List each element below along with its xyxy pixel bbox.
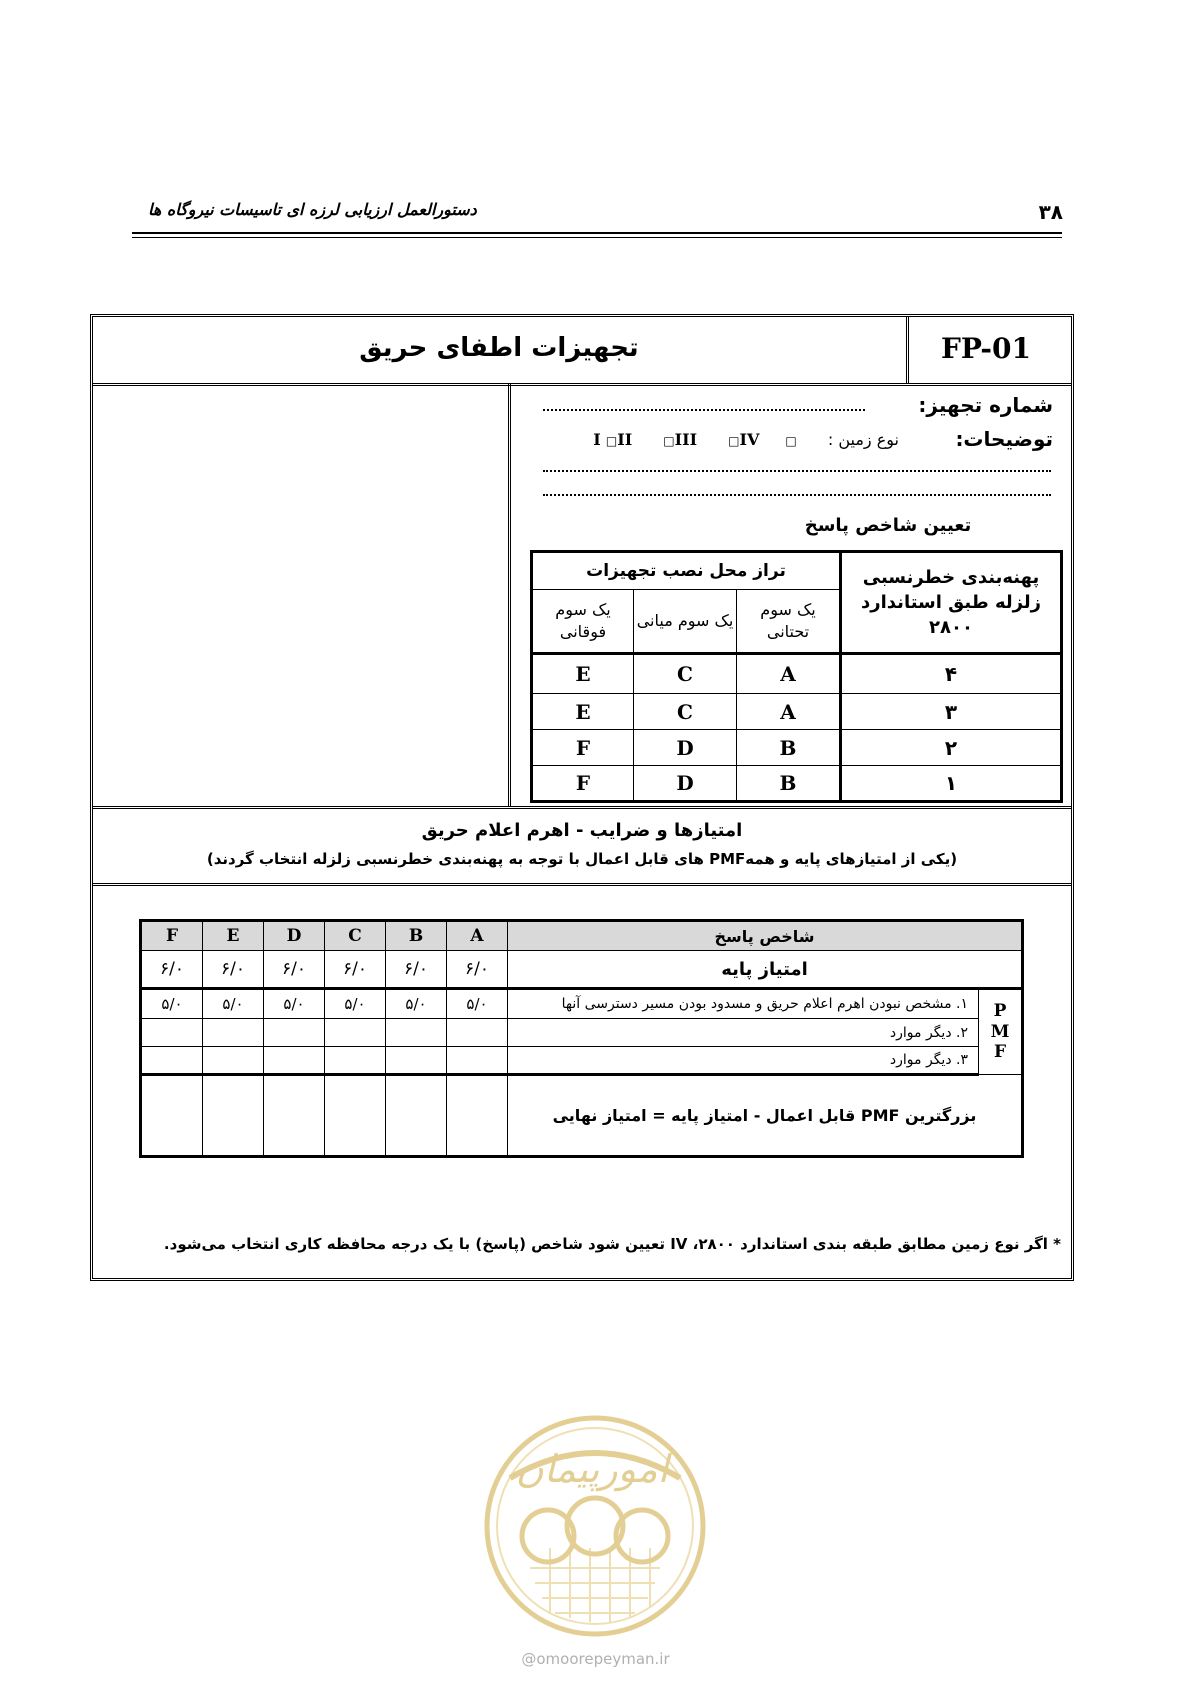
pmf-cell[interactable] xyxy=(386,1019,447,1047)
table-row xyxy=(141,1047,1023,1075)
equipment-number-label: شماره تجهیز: xyxy=(918,393,1053,417)
level-middle-header: یک سوم میانی xyxy=(634,590,737,654)
scores-title: امتیازها و ضرایب - اهرم اعلام حریق xyxy=(421,820,743,841)
soil-option-iii[interactable]: □III xyxy=(663,430,698,449)
pmf-cell: ۵/۰ xyxy=(141,989,203,1019)
response-cell: B xyxy=(737,766,841,802)
score-table xyxy=(139,919,1024,1158)
checkbox-icon[interactable]: □ xyxy=(728,434,740,448)
table-row xyxy=(141,989,1023,1019)
pmf-cell: ۵/۰ xyxy=(447,989,508,1019)
divider xyxy=(93,806,1071,809)
response-index-title: تعیین شاخص پاسخ xyxy=(804,515,972,536)
installation-level-header: تراز محل نصب تجهیزات xyxy=(532,552,841,590)
pmf-cell[interactable] xyxy=(203,1019,264,1047)
pmf-item-text: ۱. مشخص نبودن اهرم اعلام حریق و مسدود بودن مسیر دسترسی آنها xyxy=(508,989,979,1019)
column-header: A xyxy=(447,921,508,951)
description-field[interactable] xyxy=(543,494,1051,496)
pmf-cell: ۵/۰ xyxy=(325,989,386,1019)
checkbox-icon[interactable]: □ xyxy=(663,434,675,448)
header-rule xyxy=(132,232,1062,234)
pmf-cell[interactable] xyxy=(203,1047,264,1075)
header-rule xyxy=(132,237,1062,238)
response-cell: C xyxy=(634,694,737,730)
base-score-cell: ۶/۰ xyxy=(325,951,386,989)
seismic-zone-header: پهنه‌بندی خطرنسبی زلزله طبق استاندارد ۲۸۰۰ xyxy=(841,552,1062,654)
response-cell: F xyxy=(532,766,634,802)
equipment-number-field[interactable] xyxy=(543,409,865,411)
pmf-cell[interactable] xyxy=(325,1019,386,1047)
base-score-cell: ۶/۰ xyxy=(264,951,325,989)
pmf-cell[interactable] xyxy=(325,1047,386,1075)
column-header: B xyxy=(386,921,447,951)
pmf-cell[interactable] xyxy=(141,1019,203,1047)
logo-text: امورپیمان xyxy=(515,1447,669,1491)
checkbox-icon[interactable]: □ xyxy=(605,434,618,448)
table-row xyxy=(141,1019,1023,1047)
equipment-photo-area[interactable] xyxy=(95,387,505,802)
pmf-cell: ۵/۰ xyxy=(264,989,325,1019)
response-cell: C xyxy=(634,654,737,694)
watermark-logo xyxy=(480,1408,710,1648)
final-score-formula: بزرگترین PMF قابل اعمال - امتیاز پایه = امتیاز نهایی xyxy=(508,1075,1023,1157)
divider xyxy=(906,317,909,383)
pmf-cell[interactable] xyxy=(264,1019,325,1047)
final-score-cell[interactable] xyxy=(386,1075,447,1157)
soil-option-iv[interactable]: □IV xyxy=(728,430,760,449)
table-row xyxy=(532,766,1062,802)
final-score-cell[interactable] xyxy=(203,1075,264,1157)
response-cell: A xyxy=(737,694,841,730)
final-score-cell[interactable] xyxy=(141,1075,203,1157)
pmf-cell[interactable] xyxy=(447,1047,508,1075)
running-title: دستورالعمل ارزیابی لرزه ای تاسیسات نیروگاه ها xyxy=(148,200,477,219)
table-row xyxy=(141,951,1023,989)
zone-cell: ۱ xyxy=(841,766,1062,802)
table-row xyxy=(532,654,1062,694)
zone-cell: ۲ xyxy=(841,730,1062,766)
pmf-cell[interactable] xyxy=(447,1019,508,1047)
equipment-form xyxy=(90,314,1074,1281)
footnote: * اگر نوع زمین مطابق طبقه بندی استاندارد ۲۸۰۰، IV تعیین شود شاخص (پاسخ) با یک درجه محافظه کاری انتخاب می‌شود. xyxy=(163,1235,1061,1253)
response-cell: D xyxy=(634,730,737,766)
divider xyxy=(508,384,511,806)
column-header: F xyxy=(141,921,203,951)
pmf-cell[interactable] xyxy=(141,1047,203,1075)
table-row xyxy=(532,730,1062,766)
logo-seal-icon xyxy=(480,1408,710,1648)
watermark-url: @omoorepeyman.ir xyxy=(521,1650,670,1668)
base-score-label: امتیاز پایه xyxy=(508,951,1023,989)
soil-option-ii[interactable]: □II xyxy=(605,430,633,449)
soil-type-label: نوع زمین : xyxy=(827,430,899,449)
divider xyxy=(93,883,1071,886)
checkbox-icon[interactable]: □ xyxy=(785,434,797,448)
base-score-cell: ۶/۰ xyxy=(386,951,447,989)
table-row xyxy=(141,1075,1023,1157)
base-score-cell: ۶/۰ xyxy=(141,951,203,989)
final-score-cell[interactable] xyxy=(325,1075,386,1157)
column-header: D xyxy=(264,921,325,951)
divider xyxy=(93,383,1071,386)
response-cell: A xyxy=(737,654,841,694)
level-lower-header: یک سوم تحتانی xyxy=(737,590,841,654)
scores-note: (یکی از امتیازهای پایه و همهPMF های قابل اعمال با توجه به پهنه‌بندی خطرنسبی زلزله انتخاب گردند) xyxy=(206,850,958,868)
response-cell: F xyxy=(532,730,634,766)
column-header: C xyxy=(325,921,386,951)
pmf-item-text: ۳. دیگر موارد xyxy=(508,1047,979,1075)
pmf-label: P M F xyxy=(979,989,1023,1075)
table-row xyxy=(532,694,1062,730)
pmf-cell[interactable] xyxy=(386,1047,447,1075)
response-index-header: شاخص پاسخ xyxy=(508,921,1023,951)
final-score-cell[interactable] xyxy=(447,1075,508,1157)
response-cell: D xyxy=(634,766,737,802)
table-row xyxy=(141,921,1023,951)
column-header: E xyxy=(203,921,264,951)
pmf-cell[interactable] xyxy=(264,1047,325,1075)
base-score-cell: ۶/۰ xyxy=(447,951,508,989)
response-cell: B xyxy=(737,730,841,766)
zone-cell: ۴ xyxy=(841,654,1062,694)
form-code: FP-01 xyxy=(941,332,1031,365)
soil-option-i[interactable]: □I xyxy=(593,430,797,449)
soil-type-row xyxy=(593,430,899,449)
description-field[interactable] xyxy=(543,470,1051,472)
pmf-item-text: ۲. دیگر موارد xyxy=(508,1019,979,1047)
pmf-cell: ۵/۰ xyxy=(386,989,447,1019)
description-label: توضیحات: xyxy=(955,427,1053,451)
response-cell: E xyxy=(532,654,634,694)
pmf-cell: ۵/۰ xyxy=(203,989,264,1019)
level-upper-header: یک سوم فوقانی xyxy=(532,590,634,654)
zone-cell: ۳ xyxy=(841,694,1062,730)
final-score-cell[interactable] xyxy=(264,1075,325,1157)
response-index-table xyxy=(530,550,1063,803)
form-title: تجهیزات اطفای حریق xyxy=(359,333,639,363)
page-number: ۳۸ xyxy=(1038,200,1063,224)
base-score-cell: ۶/۰ xyxy=(203,951,264,989)
response-cell: E xyxy=(532,694,634,730)
